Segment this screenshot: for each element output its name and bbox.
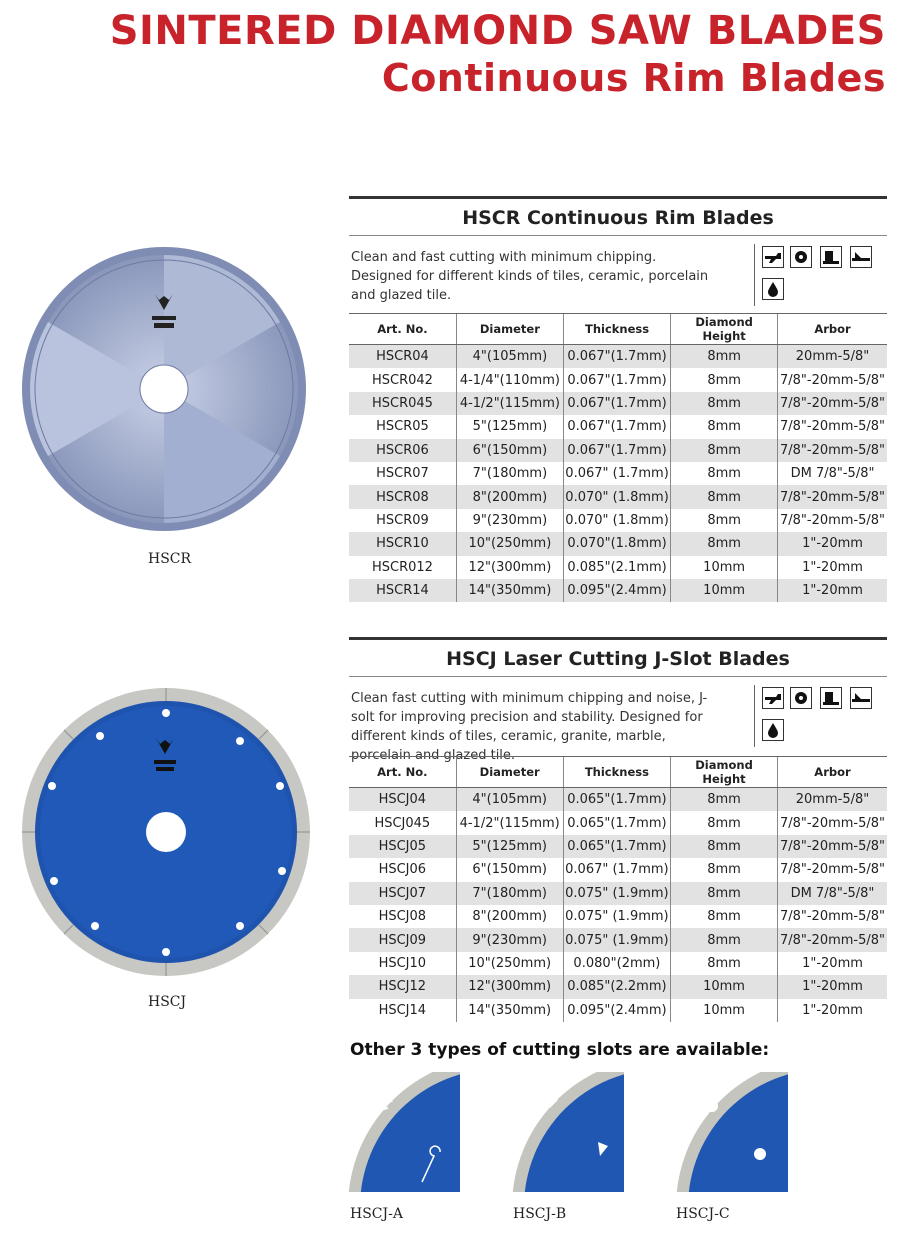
table-cell: HSCJ10 — [349, 952, 456, 975]
hscr-spec-table — [349, 313, 887, 602]
table-cell: 8mm — [671, 368, 778, 391]
hscj-c-label: HSCJ-C — [676, 1206, 730, 1222]
table-saw-icon — [850, 687, 872, 709]
table-cell: HSCJ04 — [349, 788, 456, 812]
table-cell: 1"-20mm — [778, 975, 888, 998]
angle-grinder-icon — [762, 687, 784, 709]
table-cell: DM 7/8"-5/8" — [778, 882, 888, 905]
table-cell: HSCJ09 — [349, 928, 456, 951]
table-row — [349, 368, 887, 391]
table-cell: 0.085"(2.2mm) — [563, 975, 670, 998]
table-cell: 10mm — [671, 579, 778, 602]
table-cell: 14"(350mm) — [456, 579, 563, 602]
table-cell: 8mm — [671, 439, 778, 462]
hscj-section — [349, 637, 887, 1018]
table-cell: 0.070"(1.8mm) — [563, 532, 670, 555]
table-cell: 8mm — [671, 928, 778, 951]
table-cell: 0.067"(1.7mm) — [563, 345, 670, 369]
table-cell: 0.070" (1.8mm) — [563, 485, 670, 508]
table-cell: 1"-20mm — [778, 952, 888, 975]
col-art-no: Art. No. — [349, 314, 456, 345]
table-cell: 7/8"-20mm-5/8" — [778, 485, 887, 508]
table-cell: HSCR09 — [349, 509, 456, 532]
table-cell: 4-1/4"(110mm) — [456, 368, 563, 391]
table-row — [349, 556, 887, 579]
table-row — [349, 882, 887, 905]
table-cell: HSCR14 — [349, 579, 456, 602]
table-cell: 0.067"(1.7mm) — [563, 392, 670, 415]
table-cell: 8mm — [671, 882, 778, 905]
circular-saw-icon — [790, 246, 812, 268]
table-cell: 7/8"-20mm-5/8" — [778, 858, 888, 881]
table-row — [349, 975, 887, 998]
tile-saw-icon — [820, 246, 842, 268]
table-cell: 1"-20mm — [778, 532, 887, 555]
table-header-row — [349, 314, 887, 345]
table-header-row — [349, 757, 887, 788]
table-cell: HSCR06 — [349, 439, 456, 462]
table-cell: HSCJ07 — [349, 882, 456, 905]
table-row — [349, 485, 887, 508]
table-cell: 0.085"(2.1mm) — [563, 556, 670, 579]
table-cell: 8mm — [671, 462, 778, 485]
table-row — [349, 952, 887, 975]
table-row — [349, 928, 887, 951]
hscj-a-image — [348, 1072, 460, 1192]
table-cell: 20mm-5/8" — [778, 345, 887, 369]
table-cell: 4-1/2"(115mm) — [456, 811, 563, 834]
table-cell: 10"(250mm) — [456, 532, 563, 555]
table-cell: 10"(250mm) — [456, 952, 563, 975]
table-cell: 8mm — [671, 485, 778, 508]
col-thickness: Thickness — [563, 757, 670, 788]
page-title-line1: SINTERED DIAMOND SAW BLADES — [109, 8, 886, 54]
hscj-b-label: HSCJ-B — [513, 1206, 567, 1222]
table-row — [349, 392, 887, 415]
col-diameter: Diameter — [456, 757, 563, 788]
table-cell: 0.067"(1.7mm) — [563, 439, 670, 462]
table-cell: 7/8"-20mm-5/8" — [778, 905, 888, 928]
table-cell: 8"(200mm) — [456, 905, 563, 928]
circular-saw-icon — [790, 687, 812, 709]
table-cell: 8mm — [671, 345, 778, 369]
table-cell: 0.095"(2.4mm) — [563, 579, 670, 602]
table-cell: HSCJ06 — [349, 858, 456, 881]
table-cell: 10mm — [671, 556, 778, 579]
table-row — [349, 532, 887, 555]
table-row — [349, 905, 887, 928]
table-row — [349, 858, 887, 881]
table-cell: HSCR012 — [349, 556, 456, 579]
table-cell: 12"(300mm) — [456, 975, 563, 998]
table-cell: 5"(125mm) — [456, 415, 563, 438]
water-drop-icon — [762, 278, 784, 300]
table-cell: 7/8"-20mm-5/8" — [778, 509, 887, 532]
col-diamond-height: Diamond Height — [671, 314, 778, 345]
hscj-title: HSCJ Laser Cutting J-Slot Blades — [349, 640, 887, 677]
table-cell: 0.075" (1.9mm) — [563, 882, 670, 905]
table-cell: 4-1/2"(115mm) — [456, 392, 563, 415]
table-cell: 0.065"(1.7mm) — [563, 811, 670, 834]
table-cell: 20mm-5/8" — [778, 788, 888, 812]
table-cell: 5"(125mm) — [456, 835, 563, 858]
col-art-no: Art. No. — [349, 757, 456, 788]
table-cell: 0.075" (1.9mm) — [563, 905, 670, 928]
table-row — [349, 415, 887, 438]
table-row — [349, 439, 887, 462]
table-cell: 14"(350mm) — [456, 999, 563, 1022]
table-cell: 10mm — [671, 999, 778, 1022]
hscj-description: Clean fast cutting with minimum chipping and noise, J-solt for improving precision and stability. Designed for different kinds of tiles, ceramic, granite, marble, porcelain and glazed tile. — [351, 691, 708, 763]
hscr-section — [349, 196, 887, 599]
table-cell: HSCR05 — [349, 415, 456, 438]
hscj-image-label: HSCJ — [148, 994, 187, 1010]
table-row — [349, 579, 887, 602]
table-cell: 8mm — [671, 392, 778, 415]
table-row — [349, 999, 887, 1022]
hscr-title: HSCR Continuous Rim Blades — [349, 199, 887, 236]
col-diameter: Diameter — [456, 314, 563, 345]
table-cell: 0.070" (1.8mm) — [563, 509, 670, 532]
hscj-spec-table — [349, 756, 887, 1022]
table-cell: 8mm — [671, 415, 778, 438]
table-cell: HSCR07 — [349, 462, 456, 485]
col-arbor: Arbor — [778, 314, 887, 345]
table-row — [349, 835, 887, 858]
table-cell: 0.067" (1.7mm) — [563, 462, 670, 485]
table-cell: 0.067" (1.7mm) — [563, 858, 670, 881]
hscj-application-icons — [754, 685, 886, 747]
table-cell: 6"(150mm) — [456, 858, 563, 881]
table-cell: 9"(230mm) — [456, 509, 563, 532]
table-cell: 0.067"(1.7mm) — [563, 415, 670, 438]
table-saw-icon — [850, 246, 872, 268]
table-cell: 12"(300mm) — [456, 556, 563, 579]
table-cell: 7/8"-20mm-5/8" — [778, 928, 888, 951]
tile-saw-icon — [820, 687, 842, 709]
col-thickness: Thickness — [563, 314, 670, 345]
table-cell: 8mm — [671, 835, 778, 858]
other-slots-title: Other 3 types of cutting slots are available: — [350, 1040, 770, 1060]
table-cell: 8mm — [671, 858, 778, 881]
table-cell: 9"(230mm) — [456, 928, 563, 951]
table-cell: 4"(105mm) — [456, 345, 563, 369]
table-cell: 8mm — [671, 952, 778, 975]
angle-grinder-icon — [762, 246, 784, 268]
table-cell: 7/8"-20mm-5/8" — [778, 811, 888, 834]
table-row — [349, 345, 887, 369]
table-cell: HSCR08 — [349, 485, 456, 508]
table-cell: 7"(180mm) — [456, 462, 563, 485]
col-arbor: Arbor — [778, 757, 888, 788]
table-cell: 6"(150mm) — [456, 439, 563, 462]
table-cell: HSCR04 — [349, 345, 456, 369]
page-title-line2: Continuous Rim Blades — [381, 56, 886, 100]
hscr-description: Clean and fast cutting with minimum chipping. Designed for different kinds of tiles, ceramic, porcelain and glazed tile. — [351, 250, 709, 303]
table-cell: 7/8"-20mm-5/8" — [778, 415, 887, 438]
table-cell: HSCJ14 — [349, 999, 456, 1022]
table-cell: 8mm — [671, 509, 778, 532]
table-cell: HSCR042 — [349, 368, 456, 391]
table-cell: 8mm — [671, 532, 778, 555]
table-cell: 1"-20mm — [778, 999, 888, 1022]
hscj-blade-image — [20, 686, 312, 978]
col-diamond-height: Diamond Height — [671, 757, 778, 788]
table-cell: 0.065"(1.7mm) — [563, 835, 670, 858]
table-cell: HSCJ05 — [349, 835, 456, 858]
hscj-b-image — [512, 1072, 624, 1192]
table-row — [349, 788, 887, 812]
table-cell: 0.080"(2mm) — [563, 952, 670, 975]
hscj-a-label: HSCJ-A — [350, 1206, 403, 1222]
hscr-image-label: HSCR — [148, 551, 192, 567]
table-cell: 0.075" (1.9mm) — [563, 928, 670, 951]
table-cell: 8mm — [671, 811, 778, 834]
table-cell: DM 7/8"-5/8" — [778, 462, 887, 485]
hscj-c-image — [676, 1072, 788, 1192]
table-cell: 7/8"-20mm-5/8" — [778, 368, 887, 391]
table-cell: 0.065"(1.7mm) — [563, 788, 670, 812]
table-cell: HSCJ08 — [349, 905, 456, 928]
table-cell: 8"(200mm) — [456, 485, 563, 508]
table-cell: 8mm — [671, 905, 778, 928]
table-cell: 8mm — [671, 788, 778, 812]
table-cell: 7"(180mm) — [456, 882, 563, 905]
table-row — [349, 811, 887, 834]
table-cell: 7/8"-20mm-5/8" — [778, 439, 887, 462]
table-cell: 10mm — [671, 975, 778, 998]
table-cell: 7/8"-20mm-5/8" — [778, 392, 887, 415]
hscr-blade-image — [20, 244, 308, 534]
table-cell: HSCJ045 — [349, 811, 456, 834]
table-row — [349, 462, 887, 485]
table-cell: HSCR045 — [349, 392, 456, 415]
table-cell: HSCJ12 — [349, 975, 456, 998]
table-cell: HSCR10 — [349, 532, 456, 555]
table-cell: 0.067"(1.7mm) — [563, 368, 670, 391]
table-cell: 0.095"(2.4mm) — [563, 999, 670, 1022]
table-cell: 1"-20mm — [778, 579, 887, 602]
table-cell: 1"-20mm — [778, 556, 887, 579]
table-cell: 4"(105mm) — [456, 788, 563, 812]
table-row — [349, 509, 887, 532]
hscr-application-icons — [754, 244, 886, 306]
water-drop-icon — [762, 719, 784, 741]
table-cell: 7/8"-20mm-5/8" — [778, 835, 888, 858]
